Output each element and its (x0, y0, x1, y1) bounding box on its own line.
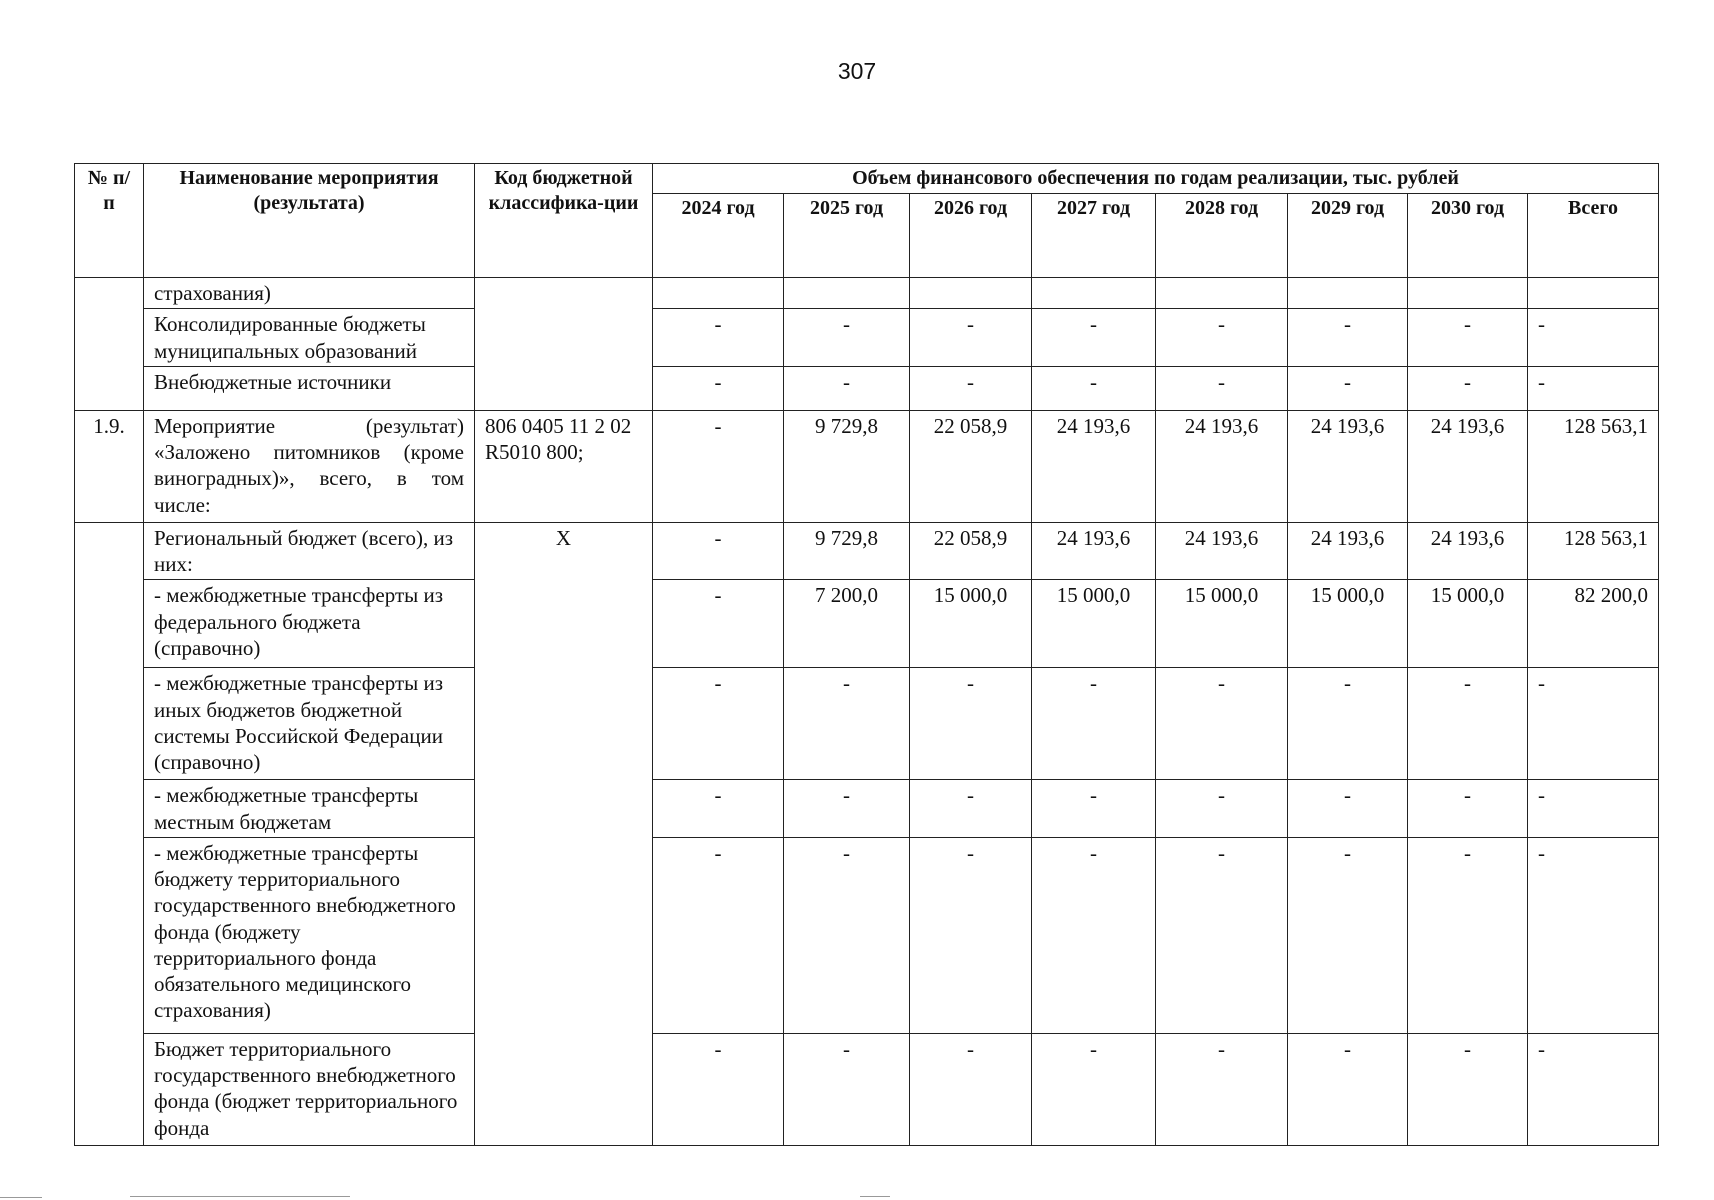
value-cell: 24 193,6 (1032, 522, 1156, 580)
value-cell: 24 193,6 (1288, 410, 1408, 522)
value-cell: - (784, 309, 910, 367)
value-cell: 15 000,0 (1032, 580, 1156, 668)
value-cell: 24 193,6 (1408, 522, 1528, 580)
table-row (75, 580, 1659, 668)
table-header (75, 164, 1659, 278)
value-cell: - (653, 837, 784, 1033)
value-cell (1032, 278, 1156, 309)
scan-artifact-line (0, 1197, 42, 1198)
value-cell (1288, 278, 1408, 309)
value-cell: - (784, 780, 910, 838)
header-total: Всего (1528, 194, 1659, 278)
value-cell: - (653, 366, 784, 410)
value-cell: 22 058,9 (910, 410, 1032, 522)
header-year-2028: 2028 год (1156, 194, 1288, 278)
value-cell: 24 193,6 (1156, 522, 1288, 580)
row-code: 806 0405 11 2 02 R5010 800; (475, 410, 653, 522)
row-name: - межбюджетные трансферты местным бюджетам (144, 780, 475, 838)
total-cell: - (1528, 1033, 1659, 1145)
table-row (75, 278, 1659, 309)
value-cell (784, 278, 910, 309)
value-cell: - (1156, 366, 1288, 410)
value-cell: - (910, 668, 1032, 780)
row-name: Мероприятие (результат) «Заложено питомников (кроме виноградных)», всего, в том числе: (144, 410, 475, 522)
value-cell: 9 729,8 (784, 522, 910, 580)
value-cell: - (784, 1033, 910, 1145)
value-cell: 24 193,6 (1156, 410, 1288, 522)
value-cell: 24 193,6 (1288, 522, 1408, 580)
value-cell: - (1288, 309, 1408, 367)
value-cell: - (784, 366, 910, 410)
row-code: X (475, 522, 653, 1145)
table-row (75, 309, 1659, 367)
value-cell: 15 000,0 (910, 580, 1032, 668)
header-year-2026: 2026 год (910, 194, 1032, 278)
scan-artifact-line (130, 1196, 350, 1197)
header-num: № п/п (75, 164, 144, 278)
total-cell: - (1528, 668, 1659, 780)
value-cell: - (653, 522, 784, 580)
value-cell (910, 278, 1032, 309)
total-cell: - (1528, 780, 1659, 838)
header-name: Наименование мероприятия (результата) (144, 164, 475, 278)
value-cell: - (1288, 1033, 1408, 1145)
value-cell: 22 058,9 (910, 522, 1032, 580)
value-cell: - (1408, 309, 1528, 367)
header-code: Код бюджетной классифика-ции (475, 164, 653, 278)
row-name: - межбюджетные трансферты из федерального бюджета (справочно) (144, 580, 475, 668)
value-cell (1156, 278, 1288, 309)
value-cell: - (1408, 780, 1528, 838)
total-cell: - (1528, 366, 1659, 410)
value-cell (1408, 278, 1528, 309)
value-cell: - (653, 780, 784, 838)
table-row (75, 780, 1659, 838)
row-name: Бюджет территориального государственного внебюджетного фонда (бюджет территориального фонда (144, 1033, 475, 1145)
value-cell: 24 193,6 (1408, 410, 1528, 522)
row-number: 1.9. (75, 410, 144, 522)
value-cell: 15 000,0 (1156, 580, 1288, 668)
value-cell: - (653, 309, 784, 367)
scan-artifact-line (860, 1196, 890, 1197)
value-cell: 15 000,0 (1408, 580, 1528, 668)
row-name: Консолидированные бюджеты муниципальных образований (144, 309, 475, 367)
value-cell: - (1408, 366, 1528, 410)
value-cell: - (1288, 837, 1408, 1033)
value-cell: - (1032, 366, 1156, 410)
header-year-2029: 2029 год (1288, 194, 1408, 278)
page-number: 307 (837, 58, 877, 84)
total-cell: 128 563,1 (1528, 522, 1659, 580)
header-year-2027: 2027 год (1032, 194, 1156, 278)
value-cell: - (784, 668, 910, 780)
value-cell: - (1288, 668, 1408, 780)
value-cell: - (1032, 668, 1156, 780)
row-name: - межбюджетные трансферты из иных бюджетов бюджетной системы Российской Федерации (справочно) (144, 668, 475, 780)
value-cell: 9 729,8 (784, 410, 910, 522)
header-year-2024: 2024 год (653, 194, 784, 278)
value-cell: - (1408, 1033, 1528, 1145)
table-row (75, 1033, 1659, 1145)
row-number (75, 278, 144, 411)
value-cell: - (1156, 1033, 1288, 1145)
header-volume: Объем финансового обеспечения по годам реализации, тыс. рублей (653, 164, 1659, 194)
value-cell: - (653, 1033, 784, 1145)
header-year-2030: 2030 год (1408, 194, 1528, 278)
value-cell: - (910, 837, 1032, 1033)
value-cell: - (1156, 837, 1288, 1033)
header-year-2025: 2025 год (784, 194, 910, 278)
value-cell: - (1032, 837, 1156, 1033)
value-cell: - (910, 366, 1032, 410)
value-cell (653, 278, 784, 309)
total-cell: 82 200,0 (1528, 580, 1659, 668)
value-cell: - (653, 580, 784, 668)
table-row (75, 366, 1659, 410)
total-cell: 128 563,1 (1528, 410, 1659, 522)
row-code (475, 278, 653, 411)
table-row (75, 837, 1659, 1033)
value-cell: - (1032, 780, 1156, 838)
value-cell: - (784, 837, 910, 1033)
row-name: Региональный бюджет (всего), из них: (144, 522, 475, 580)
value-cell: - (653, 668, 784, 780)
value-cell: - (910, 780, 1032, 838)
value-cell: - (1032, 1033, 1156, 1145)
value-cell: 15 000,0 (1288, 580, 1408, 668)
value-cell: 24 193,6 (1032, 410, 1156, 522)
table-row (75, 410, 1659, 522)
value-cell: - (910, 309, 1032, 367)
row-name: Внебюджетные источники (144, 366, 475, 410)
table-row (75, 522, 1659, 580)
value-cell: - (1408, 837, 1528, 1033)
financing-table (74, 163, 1659, 1146)
value-cell: - (1156, 309, 1288, 367)
total-cell (1528, 278, 1659, 309)
value-cell: - (653, 410, 784, 522)
row-name: страхования) (144, 278, 475, 309)
table-body (75, 278, 1659, 1146)
table-row (75, 668, 1659, 780)
value-cell: - (1408, 668, 1528, 780)
value-cell: - (1288, 780, 1408, 838)
row-number (75, 522, 144, 1145)
total-cell: - (1528, 309, 1659, 367)
value-cell: - (910, 1033, 1032, 1145)
value-cell: - (1288, 366, 1408, 410)
value-cell: - (1156, 668, 1288, 780)
value-cell: - (1032, 309, 1156, 367)
value-cell: 7 200,0 (784, 580, 910, 668)
total-cell: - (1528, 837, 1659, 1033)
value-cell: - (1156, 780, 1288, 838)
row-name: - межбюджетные трансферты бюджету территориального государственного внебюджетного фонда (бюджету территориального фонда обязательного медицинского страхования) (144, 837, 475, 1033)
